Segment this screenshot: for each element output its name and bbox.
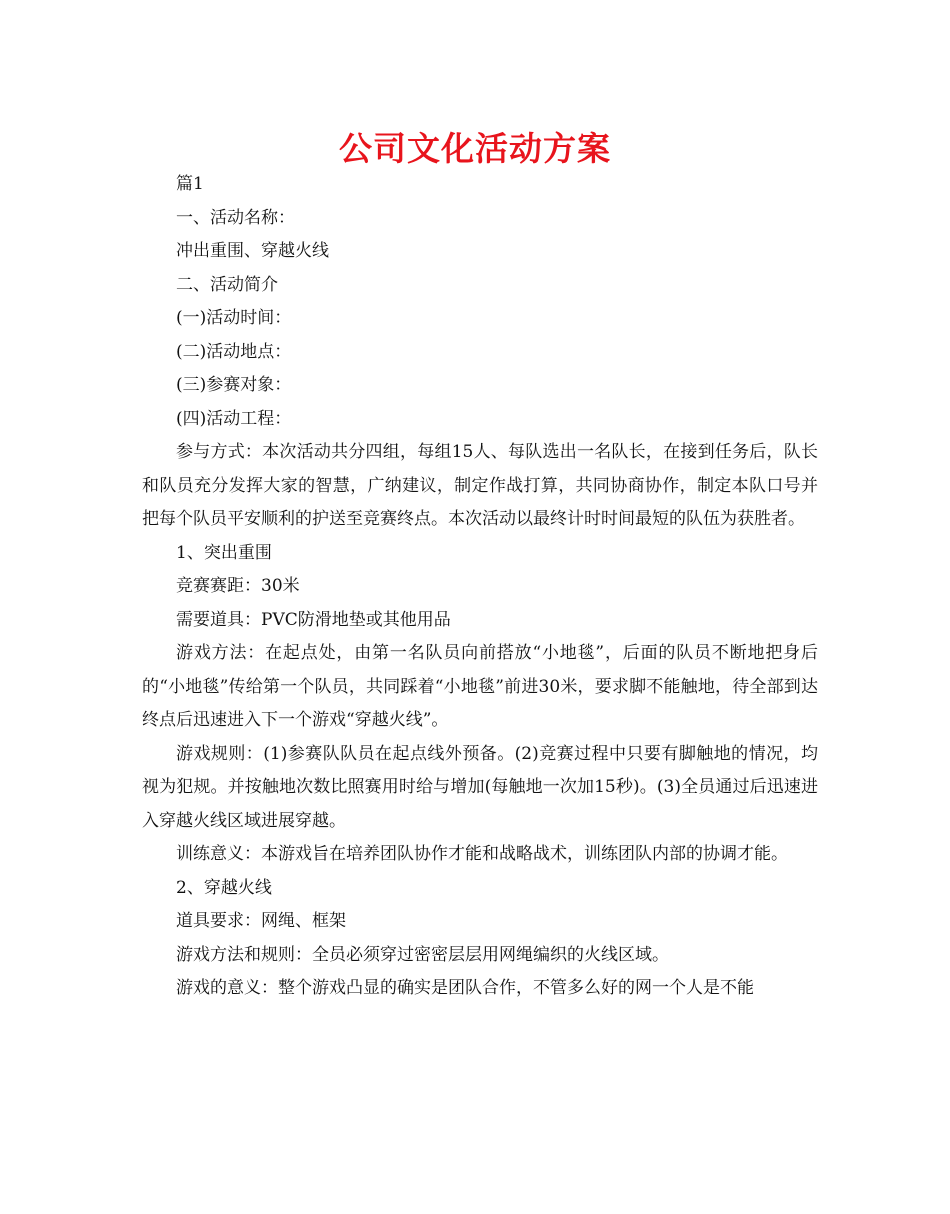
heading-activity-name: 一、活动名称： [176,207,295,228]
item-activity-location: (二)活动地点： [176,341,292,362]
paragraph-game-1-method: 游戏方法：在起点处，由第一名队员向前搭放“小地毯”，后面的队员不断地把身后的“小地毯”传给第一个队员，共同踩着“小地毯”前进30米，要求脚不能触地，待全部到达终点后迅速进入下一个游戏“穿越火线”。 [142,643,818,730]
document-title: 公司文化活动方案 [339,129,611,168]
heading-game-1: 1、突出重围 [176,542,272,563]
paragraph-game-2-method: 游戏方法和规则：全员必须穿过密密层层用网绳编织的火线区域。 [176,944,669,965]
paragraph-activity-name-value: 冲出重围、穿越火线 [176,241,329,261]
paragraph-game-1-meaning: 训练意义：本游戏旨在培养团队协作才能和战略战术，训练团队内部的协调才能。 [176,844,788,864]
heading-activity-intro: 二、活动简介 [176,274,278,295]
paragraph-game-2-meaning: 游戏的意义：整个游戏凸显的确实是团队合作，不管多么好的网一个人是不能 [176,978,754,998]
item-activity-time: (一)活动时间： [176,308,292,328]
paragraph-game-1-props: 需要道具：PVC防滑地垫或其他用品 [176,609,451,630]
heading-game-2: 2、穿越火线 [176,877,272,898]
paragraph-game-1-rules: 游戏规则：(1)参赛队队员在起点线外预备。(2)竞赛过程中只要有脚触地的情况，均视为犯规。并按触地次数比照赛用时给与增加(每触地一次加15秒)。(3)全员通过后迅速进入穿越火线区域进展穿越。 [142,743,818,831]
item-participants: (三)参赛对象： [176,375,292,395]
paragraph-participation-method: 参与方式：本次活动共分四组，每组15人、每队选出一名队长，在接到任务后，队长和队员充分发挥大家的智慧，广纳建议，制定作战打算，共同协商协作，制定本队口号并把每个队员平安顺利的护送至竞赛终点。本次活动以最终计时时间最短的队伍为获胜者。 [142,442,818,529]
item-activity-project: (四)活动工程： [176,408,292,429]
paragraph-game-2-props: 道具要求：网绳、框架 [176,911,346,931]
paragraph-game-1-distance: 竞赛赛距：30米 [176,576,300,596]
document-body [142,168,818,1006]
paragraph-section-label: 篇1 [176,174,204,194]
